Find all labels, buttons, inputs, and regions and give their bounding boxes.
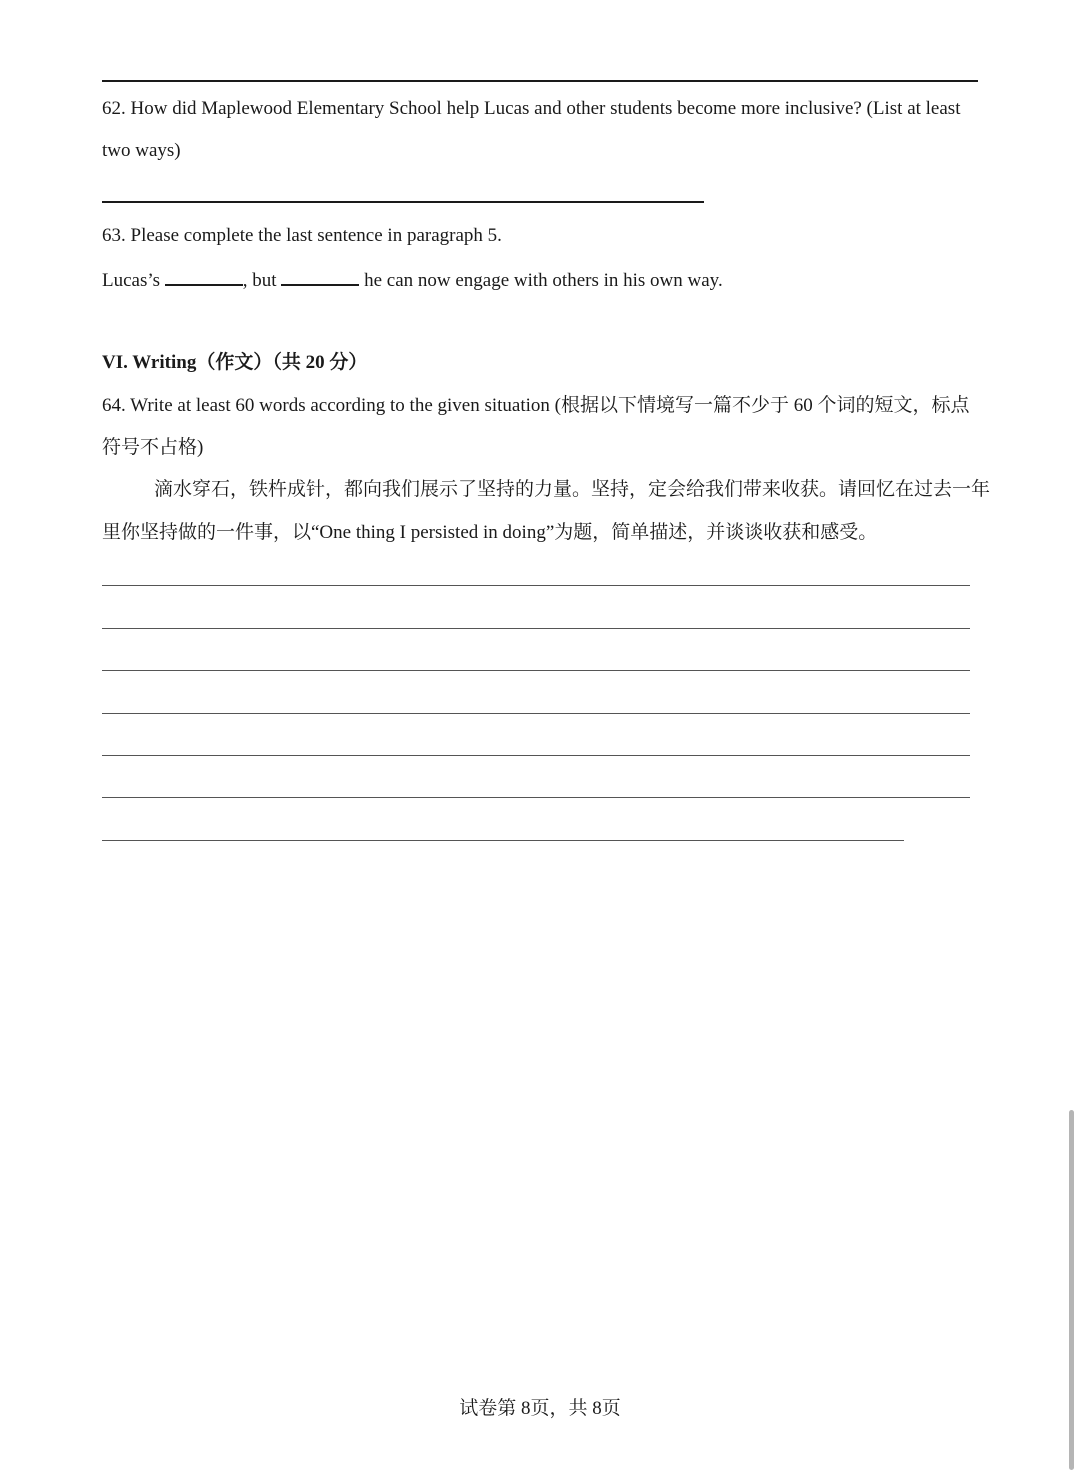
writing-line[interactable] xyxy=(102,670,970,671)
question-62-line2: two ways) xyxy=(102,140,181,161)
sentence-part-1: Lucas’s xyxy=(102,270,161,291)
scrollbar-thumb[interactable] xyxy=(1069,1110,1074,1470)
writing-prompt-line2: 里你坚持做的一件事，以“One thing I persisted in doing”为题，简单描述，并谈谈收获和感受。 xyxy=(102,522,878,543)
blank-1[interactable] xyxy=(165,267,243,286)
writing-line[interactable] xyxy=(102,628,970,629)
question-63-sentence xyxy=(102,267,723,293)
writing-line[interactable] xyxy=(102,585,970,586)
writing-line[interactable] xyxy=(102,713,970,714)
page-footer: 试卷第 8页，共 8页 xyxy=(459,1398,621,1419)
sentence-part-3: he can now engage with others in his own way. xyxy=(364,270,723,291)
answer-line-q62 xyxy=(102,201,704,203)
question-63-prompt: 63. Please complete the last sentence in paragraph 5. xyxy=(102,225,502,246)
writing-prompt-line1: 滴水穿石，铁杵成针，都向我们展示了坚持的力量。坚持，定会给我们带来收获。请回忆在过去一年 xyxy=(154,479,991,500)
question-64-line1: 64. Write at least 60 words according to the given situation (根据以下情境写一篇不少于 60 个词的短文，标点 xyxy=(102,395,970,416)
question-64-line2: 符号不占格) xyxy=(102,437,204,458)
writing-line[interactable] xyxy=(102,840,904,841)
writing-line[interactable] xyxy=(102,755,970,756)
question-62-line1: 62. How did Maplewood Elementary School help Lucas and other students become more inclusive? (List at least xyxy=(102,98,961,119)
answer-line-q61 xyxy=(102,80,978,82)
section-heading-writing: VI. Writing（作文）（共 20 分） xyxy=(102,352,368,373)
blank-2[interactable] xyxy=(281,267,359,286)
writing-line[interactable] xyxy=(102,797,970,798)
sentence-part-2: , but xyxy=(242,270,277,291)
